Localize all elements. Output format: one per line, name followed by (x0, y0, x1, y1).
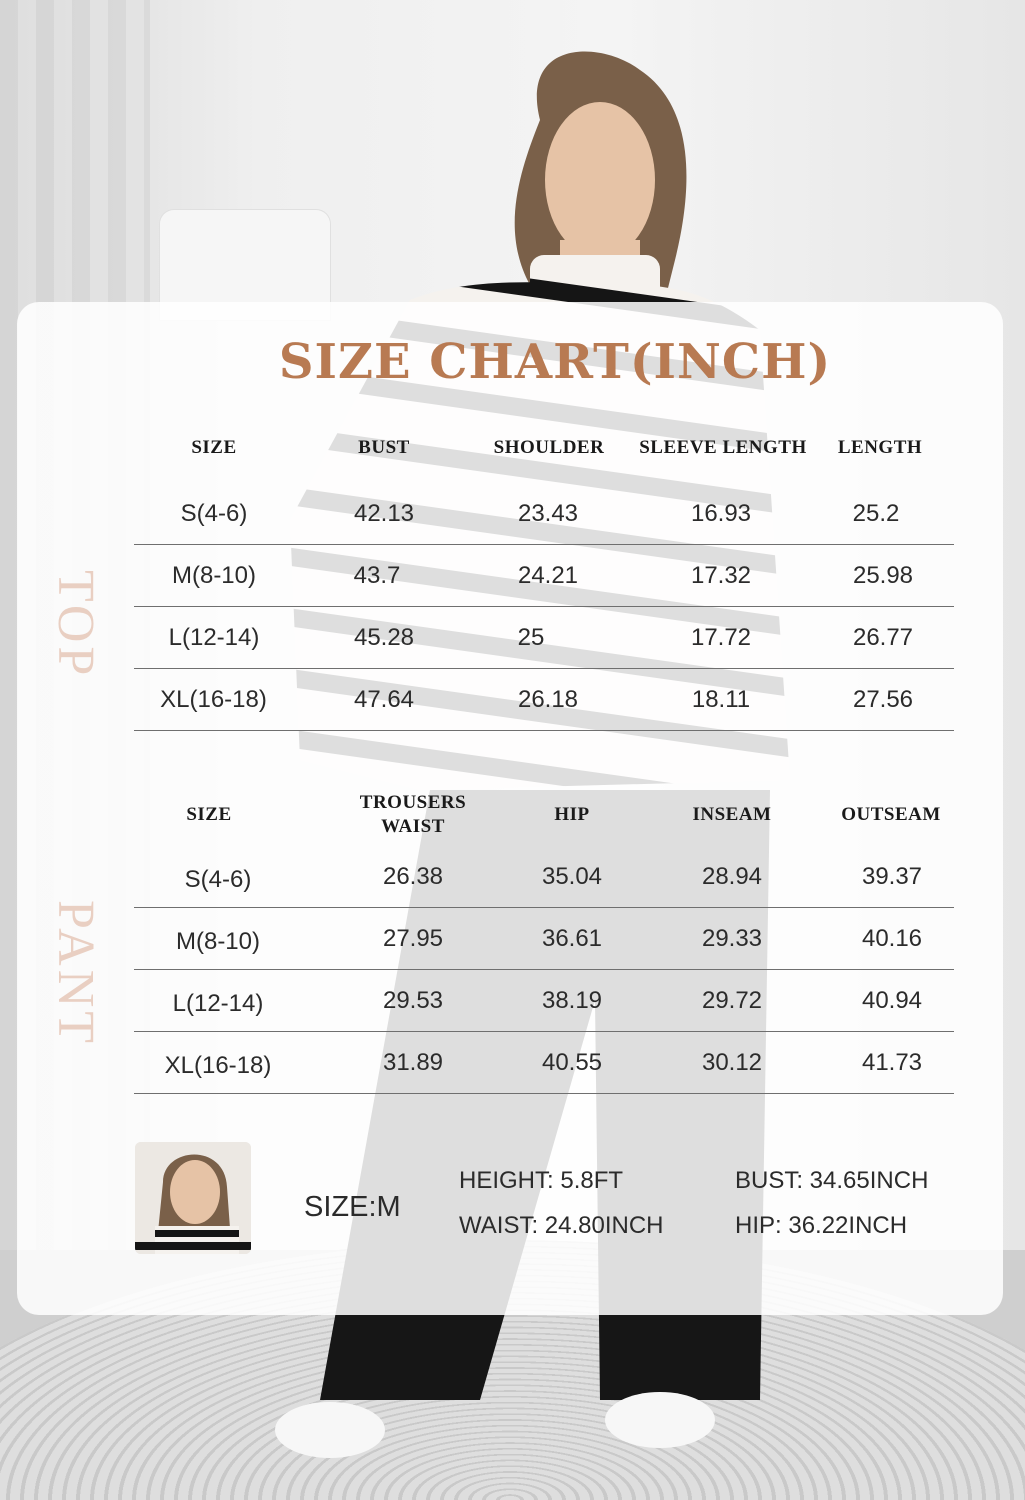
bust-cell: 43.7 (353, 562, 401, 589)
size-cell: M(8-10) (175, 928, 260, 955)
shoulder-cell: 24.21 (517, 562, 579, 589)
column-header: SIZE (191, 437, 237, 458)
row-divider (134, 1093, 954, 1094)
column-header: BUST (358, 437, 410, 458)
size-cell: M(8-10) (171, 562, 256, 589)
table-row (134, 908, 954, 970)
inseam-cell: 29.33 (701, 925, 763, 952)
outseam-cell: 40.94 (861, 987, 923, 1014)
hip-cell: 40.55 (541, 1049, 603, 1076)
hip-cell: 35.04 (541, 863, 603, 890)
column-header: LENGTH (837, 437, 923, 458)
length-cell: 25.2 (852, 500, 900, 527)
trousers-waist-cell: 31.89 (382, 1049, 444, 1076)
bust-cell: 45.28 (353, 624, 415, 651)
table-row (134, 846, 954, 908)
table-row (134, 970, 954, 1032)
top-size-table (134, 420, 954, 730)
bust-cell: 47.64 (353, 686, 415, 713)
outseam-cell: 39.37 (861, 863, 923, 890)
bust-cell: 42.13 (353, 500, 415, 527)
size-cell: S(4-6) (184, 866, 252, 893)
sleeve-length-cell: 16.93 (690, 500, 752, 527)
trousers-waist-cell: 27.95 (382, 925, 444, 952)
size-cell: L(12-14) (168, 624, 260, 651)
inseam-cell: 29.72 (701, 987, 763, 1014)
length-cell: 26.77 (852, 624, 914, 651)
chart-title: SIZE CHART(INCH) (278, 334, 832, 390)
size-cell: S(4-6) (180, 500, 248, 527)
model-waist: WAIST: 24.80INCH (459, 1212, 664, 1239)
hip-cell: 38.19 (541, 987, 603, 1014)
column-header: SHOULDER (493, 437, 605, 458)
shoulder-cell: 26.18 (517, 686, 579, 713)
shoulder-cell: 23.43 (517, 500, 579, 527)
column-header: SLEEVE LENGTH (639, 437, 807, 458)
trousers-waist-cell: 29.53 (382, 987, 444, 1014)
top-section-label: TOP (47, 570, 104, 680)
length-cell: 25.98 (852, 562, 914, 589)
model-hip: HIP: 36.22INCH (735, 1212, 908, 1239)
column-header: OUTSEAM (841, 804, 941, 825)
sleeve-length-cell: 17.72 (690, 624, 752, 651)
table-row (134, 669, 954, 731)
model-bust: BUST: 34.65INCH (735, 1167, 929, 1194)
length-cell: 27.56 (852, 686, 914, 713)
hip-cell: 36.61 (541, 925, 603, 952)
pant-size-table (134, 785, 954, 1095)
table-row (134, 545, 954, 607)
model-height: HEIGHT: 5.8FT (459, 1167, 624, 1194)
table-row (134, 483, 954, 545)
size-cell: L(12-14) (172, 990, 264, 1017)
shoulder-cell: 25 (517, 624, 545, 651)
size-cell: XL(16-18) (160, 686, 267, 713)
pant-section-label: PANT (47, 900, 104, 1048)
model-size: SIZE:M (304, 1191, 401, 1223)
column-header: TROUSERS WAIST (359, 792, 467, 837)
outseam-cell: 41.73 (861, 1049, 923, 1076)
trousers-waist-cell: 26.38 (382, 863, 444, 890)
inseam-cell: 28.94 (701, 863, 763, 890)
model-thumbnail (135, 1142, 251, 1254)
sleeve-length-cell: 17.32 (690, 562, 752, 589)
column-header: HIP (554, 804, 590, 825)
row-divider (134, 730, 954, 731)
inseam-cell: 30.12 (701, 1049, 763, 1076)
table-row (134, 607, 954, 669)
table-row (134, 1032, 954, 1094)
size-cell: XL(16-18) (164, 1052, 272, 1079)
sleeve-length-cell: 18.11 (691, 686, 751, 713)
outseam-cell: 40.16 (861, 925, 923, 952)
column-header: SIZE (186, 804, 232, 825)
column-header: INSEAM (692, 804, 772, 825)
